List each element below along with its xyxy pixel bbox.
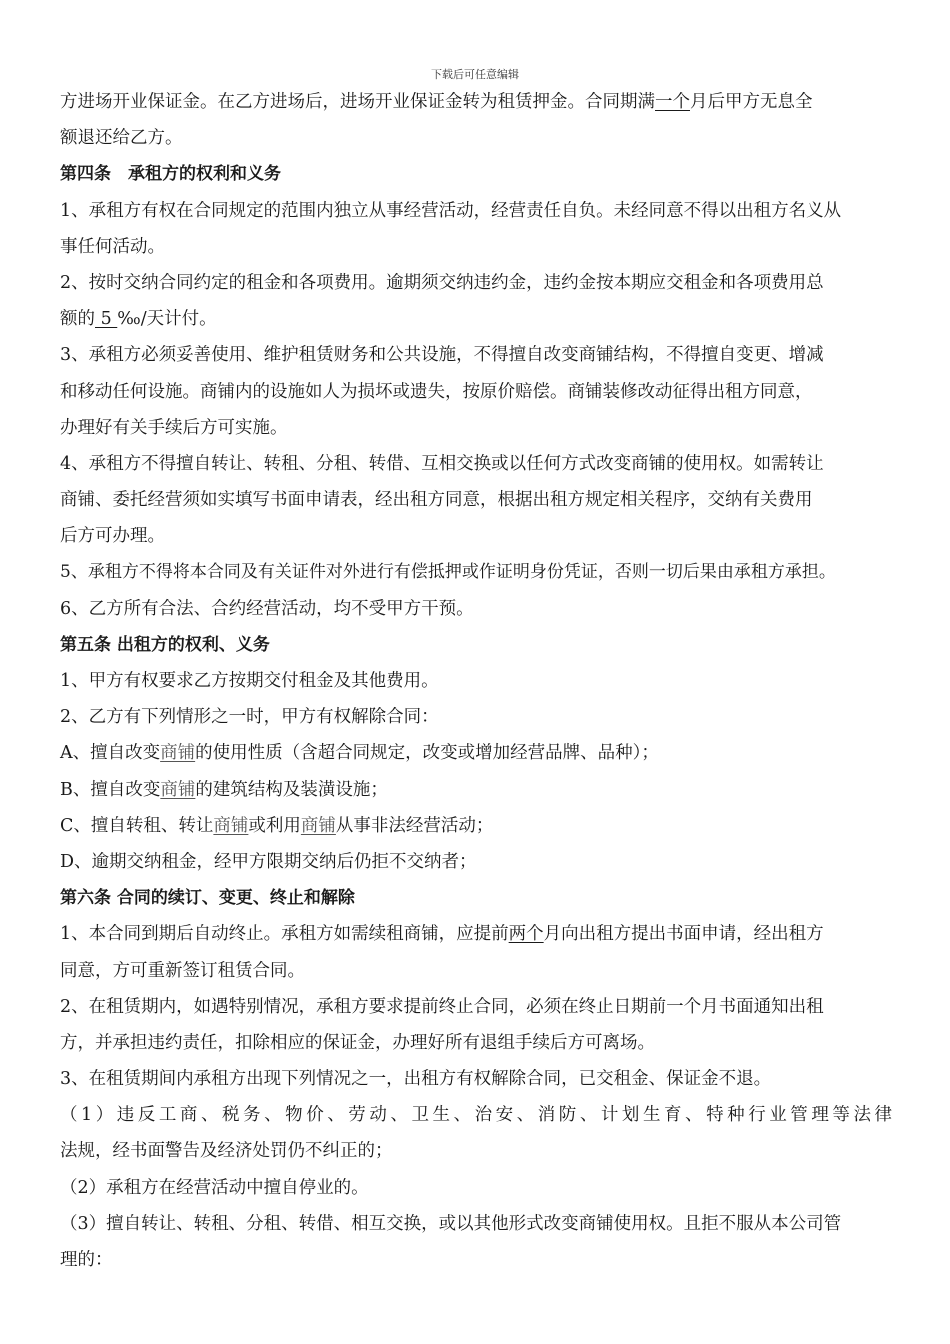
text: 月向出租方提出书面申请，经出租方 [543,924,824,945]
page-header: 下载后可任意编辑 [431,68,519,81]
paragraph-line: 6、乙方所有合法、合约经营活动，均不受甲方干预。 [60,598,474,619]
paragraph-line: 1、承租方有权在合同规定的范围内独立从事经营活动，经营责任自负。未经同意不得以出租方名义从 [60,200,842,221]
paragraph-line: 1、甲方有权要求乙方按期交付租金及其他费用。 [60,671,439,691]
paragraph-line [60,301,892,337]
paragraph-line: 方，并承担违约责任，扣除相应的保证金，办理好所有退组手续后方可离场。 [60,1032,655,1053]
underlined-term: 两个 [508,924,544,945]
text: 1、本合同到期后自动终止。承租方如需续租商铺，应提前 [60,924,509,945]
paragraph-line: D、逾期交纳租金，经甲方限期交纳后仍拒不交纳者； [60,851,477,872]
paragraph-line: 2、乙方有下列情形之一时，甲方有权解除合同： [60,707,439,728]
paragraph-line: 3、承租方必须妥善使用、维护租赁财务和公共设施，不得擅自改变商铺结构，不得擅自变更、增减 [60,345,824,366]
paragraph-line: 3、在租赁期间内承租方出现下列情况之一，出租方有权解除合同，已交租金、保证金不退。 [60,1069,772,1090]
section-heading-6: 第六条 合同的续订、变更、终止和解除 [60,888,355,909]
paragraph-line: 额退还给乙方。 [60,128,183,149]
shop-link[interactable]: 商铺 [300,815,336,836]
text: 的使用性质（含超合同规定，改变或增加经营品牌、品种）； [195,743,659,764]
paragraph-line: 2、在租赁期内，如遇特别情况，承租方要求提前终止合同，必须在终止日期前一个月书面通知出租 [60,996,824,1017]
paragraph-line: 办理好有关手续后方可实施。 [60,417,288,438]
shop-link[interactable]: 商铺 [160,743,196,764]
text: 方进场开业保证金。在乙方进场后，进场开业保证金转为租赁押金。合同期满 [60,92,655,112]
paragraph-line: 同意，方可重新签订租赁合同。 [60,960,305,981]
paragraph-line: （3）擅自转让、转租、分租、转借、相互交换，或以其他形式改变商铺使用权。且拒不服从本公司管 [60,1213,842,1234]
paragraph-line: 理的： [60,1250,113,1270]
underlined-term: 一个 [655,92,690,112]
text: 从事非法经营活动； [335,815,494,836]
paragraph-line [60,916,892,952]
text: ‰/天计付。 [117,309,217,330]
paragraph-line [60,735,892,771]
text: 的建筑结构及装潢设施； [195,779,388,800]
paragraph-line: 4、承租方不得擅自转让、转租、分租、转借、互相交换或以任何方式改变商铺的使用权。如需转让 [60,453,824,474]
paragraph-line [60,772,892,808]
paragraph-line: （2）承租方在经营活动中擅自停业的。 [60,1177,369,1198]
paragraph-line [60,84,892,120]
paragraph-line [60,808,892,844]
paragraph-line: 5、承租方不得将本合同及有关证件对外进行有偿抵押或作证明身份凭证，否则一切后果由承租方承担。 [60,562,836,583]
paragraph-line: 事任何活动。 [60,236,165,257]
text: 月后甲方无息全 [690,92,813,112]
section-heading-5: 第五条 出租方的权利、义务 [60,634,270,655]
shop-link[interactable]: 商铺 [213,815,249,836]
text: A、擅自改变 [60,743,161,764]
text: B、擅自改变 [60,779,161,800]
paragraph-line: 商铺、委托经营须如实填写书面申请表，经出租方同意，根据出租方规定相关程序，交纳有关费用 [60,490,813,511]
paragraph-line: （1）违反工商、税务、物价、劳动、卫生、治安、消防、计划生育、特种行业管理等法律 [60,1105,892,1126]
underlined-rate: 5 [95,309,118,330]
paragraph-line: 和移动任何设施。商铺内的设施如人为损坏或遗失，按原价赔偿。商铺装修改动征得出租方同意， [60,381,813,402]
paragraph-line: 2、按时交纳合同约定的租金和各项费用。逾期须交纳违约金，违约金按本期应交租金和各项费用总 [60,272,824,293]
document-body [60,84,892,1278]
paragraph-line: 法规，经书面警告及经济处罚仍不纠正的； [60,1141,393,1162]
text: C、擅自转租、转让 [60,815,214,836]
paragraph-line: 后方可办理。 [60,526,165,547]
section-heading-4: 第四条 承租方的权利和义务 [60,164,281,185]
text: 额的 [60,309,95,330]
text: 或利用 [248,815,301,836]
shop-link[interactable]: 商铺 [160,779,196,800]
